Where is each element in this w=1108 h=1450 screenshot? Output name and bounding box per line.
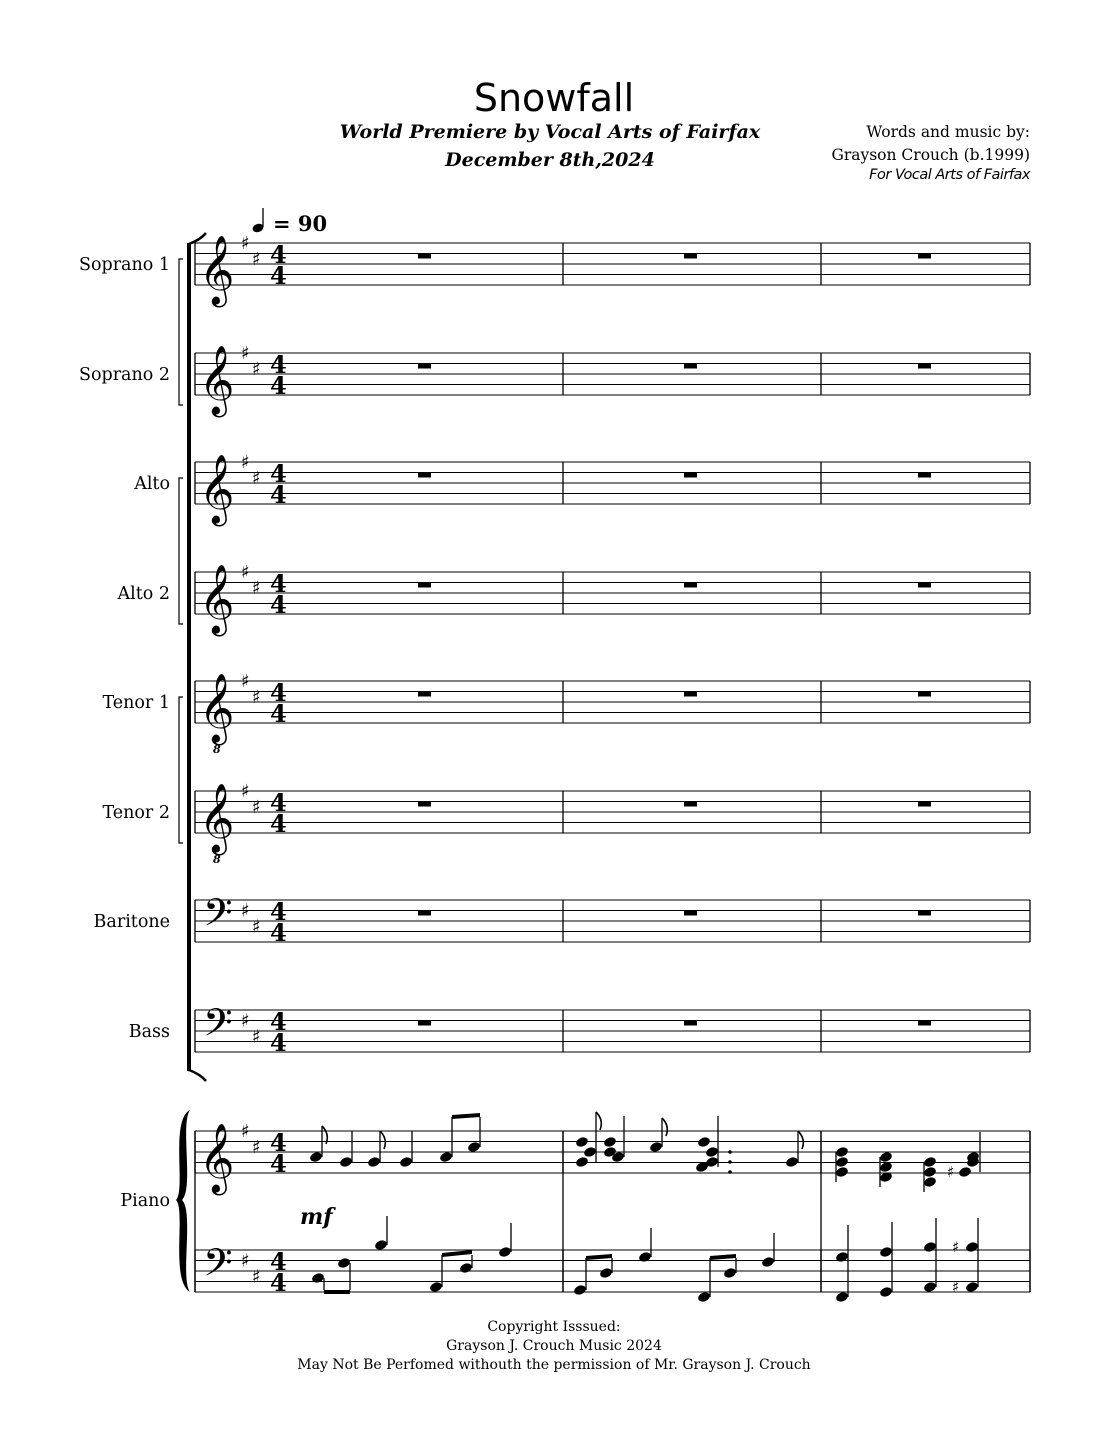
time-signature-bottom: 4: [270, 699, 287, 728]
whole-rest-icon: [918, 583, 931, 588]
staff-baritone: [94, 890, 1030, 947]
time-signature-bottom: 4: [270, 371, 287, 400]
whole-rest-icon: [418, 364, 431, 369]
notehead: [573, 1284, 587, 1296]
subtitle-premiere: World Premiere by Vocal Arts of Fairfax: [339, 121, 761, 143]
beam: [452, 1113, 480, 1119]
whole-rest-icon: [418, 911, 431, 916]
staff-label: Bass: [128, 1022, 170, 1042]
staff-label: Soprano 2: [78, 365, 170, 385]
notehead: [575, 1136, 589, 1148]
sharp-icon: ♯: [241, 671, 250, 692]
notehead: [337, 1257, 351, 1269]
copyright-line: Copyright Isssued:: [487, 1319, 621, 1335]
whole-rest-icon: [918, 254, 931, 259]
staff-label: Tenor 2: [102, 803, 170, 823]
notehead: [339, 1156, 353, 1168]
notehead: [603, 1136, 617, 1148]
staff-piano: [120, 1121, 1030, 1297]
whole-rest-icon: [684, 802, 697, 807]
notehead: [923, 1176, 937, 1188]
notehead: [879, 1286, 893, 1298]
sharp-icon: ♯: [252, 686, 261, 708]
time-signature-bottom: 4: [270, 918, 287, 947]
copyright-holder: Grayson J. Crouch Music 2024: [446, 1338, 662, 1354]
sharp-icon: ♯: [241, 452, 250, 473]
staff-tenor-1: [102, 671, 1030, 756]
subtitle-date: December 8th,2024: [445, 149, 655, 171]
whole-rest-icon: [918, 364, 931, 369]
dynamic-marking: mf: [300, 1204, 333, 1230]
staff-soprano-1: [79, 233, 1030, 307]
staff-label: Soprano 1: [78, 255, 170, 275]
sharp-icon: ♯: [252, 248, 261, 270]
sharp-icon: ♯: [252, 467, 261, 489]
sharp-icon: ♯: [947, 1163, 955, 1181]
notehead: [575, 1156, 589, 1168]
notehead: [439, 1151, 453, 1163]
score-title: Snowfall: [473, 76, 635, 120]
whole-rest-icon: [918, 802, 931, 807]
whole-rest-icon: [684, 254, 697, 259]
time-signature-top: 4: [270, 459, 287, 488]
sharp-icon: ♯: [252, 1026, 261, 1048]
staff-label: Baritone: [93, 912, 170, 932]
notehead: [965, 1281, 979, 1293]
tempo-value: = 90: [273, 211, 328, 236]
notehead: [399, 1156, 413, 1168]
whole-rest-icon: [418, 802, 431, 807]
treble-clef-icon: 𝄞: [199, 235, 235, 305]
whole-rest-icon: [918, 692, 931, 697]
notehead: [467, 1141, 481, 1153]
whole-rest-icon: [418, 692, 431, 697]
notehead: [697, 1136, 711, 1148]
staff-label: Alto 2: [117, 584, 170, 604]
notehead: [785, 1156, 799, 1168]
whole-rest-icon: [684, 583, 697, 588]
notehead: [459, 1262, 473, 1274]
notehead: [599, 1267, 613, 1279]
treble-clef-icon: 𝄞: [199, 1123, 235, 1193]
sharp-icon: ♯: [241, 1250, 250, 1272]
sharp-icon: ♯: [241, 1010, 250, 1032]
notehead: [923, 1166, 937, 1178]
treble-clef-icon: 𝄞: [199, 564, 235, 634]
sharp-icon: ♯: [252, 358, 261, 380]
staff-label: Tenor 1: [102, 693, 170, 713]
time-signature-top: 4: [270, 1128, 287, 1157]
tempo-marking: [251, 208, 327, 236]
piano-brace-icon: [176, 1110, 190, 1292]
sharp-icon: ♯: [252, 1136, 261, 1158]
bass-clef-icon: 𝄢: [203, 890, 233, 944]
flag: [662, 1118, 667, 1136]
time-signature-top: 4: [270, 569, 287, 598]
dot: [728, 1150, 732, 1154]
sharp-icon: ♯: [952, 1238, 960, 1256]
time-signature-bottom: 4: [270, 1028, 287, 1057]
notehead: [697, 1291, 711, 1303]
whole-rest-icon: [918, 911, 931, 916]
whole-rest-icon: [418, 473, 431, 478]
treble-clef-icon: 𝄞: [199, 345, 235, 415]
performance-notice: May Not Be Perfomed withouth the permission of Mr. Grayson J. Crouch: [297, 1357, 811, 1373]
staff-label: Alto: [134, 474, 170, 494]
whole-rest-icon: [684, 1021, 697, 1026]
notehead: [311, 1272, 325, 1284]
notehead: [761, 1256, 775, 1268]
staff-alto: [133, 452, 1030, 526]
notehead: [835, 1146, 849, 1158]
notehead: [958, 1166, 972, 1178]
notehead: [649, 1141, 663, 1153]
notehead: [923, 1241, 937, 1253]
composer-name: Grayson Crouch (b.1999): [831, 146, 1030, 164]
time-signature-bottom: 4: [270, 1268, 287, 1297]
sharp-icon: ♯: [252, 916, 261, 938]
treble-clef-icon: 𝄞: [199, 673, 235, 743]
whole-rest-icon: [684, 911, 697, 916]
notehead: [879, 1246, 893, 1258]
beam: [324, 1290, 350, 1294]
notehead: [498, 1246, 512, 1258]
octave-marker: 8: [213, 853, 221, 866]
flag: [798, 1131, 803, 1149]
time-signature-top: 4: [270, 240, 287, 269]
beam: [586, 1254, 612, 1260]
staff-bass: [129, 1000, 1030, 1057]
treble-clef-icon: 𝄞: [199, 783, 235, 853]
whole-rest-icon: [918, 1021, 931, 1026]
sharp-icon: ♯: [252, 796, 261, 818]
sharp-icon: ♯: [241, 900, 250, 922]
notehead: [835, 1166, 849, 1178]
flag: [380, 1131, 385, 1149]
notehead: [367, 1156, 381, 1168]
staff-alto-2: [117, 562, 1031, 636]
notehead: [923, 1281, 937, 1293]
sharp-icon: ♯: [252, 577, 261, 599]
notehead: [429, 1281, 443, 1293]
time-signature-top: 4: [270, 788, 287, 817]
voice-pair-brackets: [179, 259, 183, 843]
sharp-icon: ♯: [252, 1266, 261, 1288]
notehead: [965, 1241, 979, 1253]
whole-rest-icon: [418, 254, 431, 259]
whole-rest-icon: [418, 1021, 431, 1026]
notehead: [723, 1267, 737, 1279]
staff-label: Piano: [120, 1191, 170, 1211]
beam: [710, 1254, 736, 1260]
sharp-icon: ♯: [241, 233, 250, 254]
whole-rest-icon: [418, 583, 431, 588]
sharp-icon: ♯: [241, 781, 250, 802]
notehead: [705, 1146, 719, 1158]
notehead: [835, 1291, 849, 1303]
notehead: [638, 1251, 652, 1263]
whole-rest-icon: [684, 692, 697, 697]
time-signature-top: 4: [270, 1247, 287, 1276]
flag: [596, 1112, 601, 1130]
time-signature-top: 4: [270, 350, 287, 379]
dedication: For Vocal Arts of Fairfax: [869, 167, 1030, 183]
sharp-icon: ♯: [241, 562, 250, 583]
time-signature-bottom: 4: [270, 590, 287, 619]
notehead: [309, 1151, 323, 1163]
time-signature-top: 4: [270, 678, 287, 707]
bass-clef-icon: 𝄢: [203, 1000, 233, 1054]
composer-credit-label: Words and music by:: [866, 123, 1030, 141]
staff-tenor-2: [102, 781, 1030, 866]
beam: [442, 1250, 472, 1257]
notehead: [879, 1151, 893, 1163]
staff-soprano-2: [79, 343, 1030, 417]
dot: [728, 1170, 732, 1174]
sharp-icon: ♯: [241, 1121, 250, 1142]
notehead: [923, 1156, 937, 1168]
bass-clef-icon: 𝄢: [203, 1240, 233, 1294]
whole-rest-icon: [918, 473, 931, 478]
notehead: [583, 1146, 597, 1158]
time-signature-top: 4: [270, 897, 287, 926]
time-signature-bottom: 4: [270, 480, 287, 509]
whole-rest-icon: [684, 364, 697, 369]
time-signature-bottom: 4: [270, 1149, 287, 1178]
notehead: [374, 1239, 388, 1251]
time-signature-bottom: 4: [270, 261, 287, 290]
notehead: [835, 1156, 849, 1168]
whole-rest-icon: [684, 473, 697, 478]
time-signature-bottom: 4: [270, 809, 287, 838]
sharp-icon: ♯: [241, 343, 250, 364]
octave-marker: 8: [213, 743, 221, 756]
notehead: [835, 1251, 849, 1263]
time-signature-top: 4: [270, 1007, 287, 1036]
dot: [728, 1160, 732, 1164]
treble-clef-icon: 𝄞: [199, 454, 235, 524]
sharp-icon: ♯: [952, 1278, 960, 1296]
